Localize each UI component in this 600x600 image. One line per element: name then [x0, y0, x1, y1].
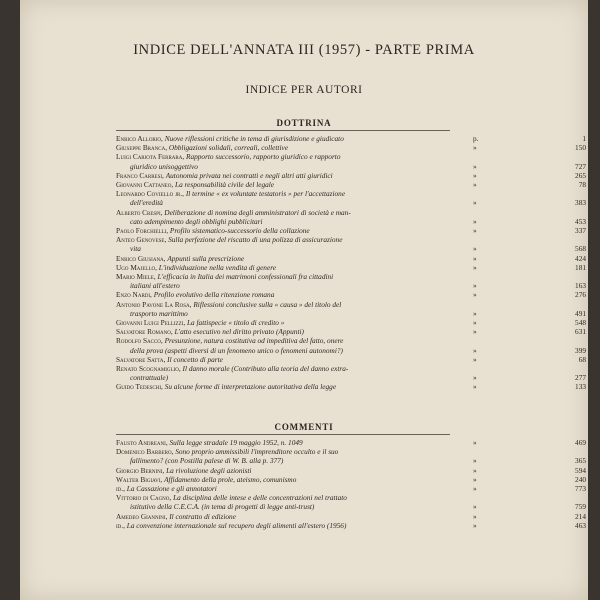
index-entry [116, 364, 586, 382]
entry-page-prefix: » [473, 198, 477, 208]
entry-title: Il concetto di parte [167, 354, 223, 364]
entry-author: Salvatore Satta, [116, 354, 166, 364]
index-entry [116, 382, 586, 391]
entry-first-line [116, 235, 546, 244]
entry-author: Luigi Cariota Ferrara, [116, 152, 185, 162]
entry-title: Su alcune forme di interpretazione autoritativa della legge [164, 382, 337, 392]
index-entry [116, 134, 586, 143]
entry-author: Mario Miele, [116, 272, 156, 282]
entry-author: Antonio Pavone La Rosa, [116, 299, 192, 309]
index-entry [116, 171, 586, 180]
entry-title-continued: vita [130, 244, 141, 254]
entry-title: Sulla perfezione del riscatto di una polizza di assicurazione [168, 235, 343, 245]
entry-page-number: 631 [575, 327, 586, 337]
entry-title: Profilo sistematico-successorio della collazione [169, 226, 310, 236]
entry-title-continued: giuridico unisoggettivo [130, 161, 198, 171]
entry-author: Fausto Andreani, [116, 438, 168, 447]
entry-page-number: 399 [575, 345, 586, 355]
entry-first-line [116, 263, 546, 272]
entry-first-line [116, 382, 546, 391]
entry-title-continued: dell'eredità [130, 198, 163, 208]
entry-title: La fattispecie « titolo di credito » [186, 318, 285, 328]
entry-first-line [116, 364, 546, 373]
entry-title-continued: italiani all'estero [130, 281, 180, 291]
section-heading-dottrina: DOTTRINA [276, 118, 332, 128]
index-entry [116, 272, 586, 290]
index-entry [116, 235, 586, 253]
dottrina-list [116, 134, 586, 392]
entry-title: L'individuazione nella vendita di genere [158, 262, 277, 272]
index-entry [116, 336, 586, 354]
entry-page-number: 181 [575, 262, 586, 272]
entry-title-continued: contrattuale) [130, 373, 169, 383]
entry-author: Enrico Allorio, [116, 134, 163, 143]
entry-first-line [116, 143, 546, 152]
entry-page-prefix: » [473, 474, 477, 484]
entry-title-continued: trasporto marittimo [130, 308, 188, 318]
entry-page-number: 759 [575, 502, 586, 512]
entry-page-prefix: » [473, 318, 477, 328]
section-rule [116, 434, 450, 435]
entry-first-line [116, 447, 546, 456]
entry-page-prefix: » [473, 327, 477, 337]
entry-title: Profilo evolutivo della ritenzione romana [153, 290, 275, 300]
entry-title-continued: cato adempimento degli obblighi pubblicitari [130, 216, 263, 226]
entry-title: Deliberazione di nomina degli amministratori di società e man- [164, 207, 351, 217]
entry-page-number: 383 [575, 198, 586, 208]
entry-author: Giovanni Cattaneo, [116, 180, 174, 190]
entry-title: Il contratto di edizione [169, 511, 236, 521]
section-heading-commenti: COMMENTI [274, 422, 334, 432]
entry-title: Affidamento della prole, ateismo, comunismo [164, 474, 297, 484]
entry-page-prefix: » [473, 308, 477, 318]
entry-first-line [116, 300, 546, 309]
entry-title: Autonomia privata nei contratti e negli altri atti giuridici [165, 170, 333, 180]
entry-title: Sulla legge stradale 19 maggio 1952, n. 1049 [169, 438, 303, 447]
index-entry [116, 143, 586, 152]
entry-first-line [116, 290, 546, 299]
entry-author: Anteo Genovese, [116, 235, 167, 245]
index-entry [116, 189, 586, 207]
entry-page-number: 424 [575, 253, 586, 263]
index-entry [116, 300, 586, 318]
entry-first-line [116, 180, 546, 189]
entry-first-line [116, 493, 546, 502]
entry-title-continued: fallimento? (con Postilla palese di W. B. alla p. 377) [130, 456, 284, 466]
entry-page-number: 337 [575, 226, 586, 236]
entry-title: L'atto esecutivo nel diritto privato (Appunti) [174, 327, 304, 337]
entry-page-prefix: p. [473, 134, 479, 143]
entry-page-prefix: » [473, 438, 477, 447]
entry-page-prefix: » [473, 456, 477, 466]
entry-title: Obbligazioni solidali, correali, collettive [168, 143, 288, 153]
index-entry [116, 180, 586, 189]
entry-first-line [116, 152, 546, 161]
entry-author: Enrico Giusiana, [116, 253, 166, 263]
entry-page-prefix: » [473, 281, 477, 291]
entry-page-prefix: » [473, 161, 477, 171]
entry-title-continued: istitutivo della C.E.C.A. (in tema di progetti di legge anti-trust) [130, 502, 315, 512]
entry-author: Leonardo Coviello jr., [116, 189, 185, 199]
entry-first-line [116, 134, 546, 143]
entry-page-prefix: » [473, 373, 477, 383]
entry-first-line [116, 336, 546, 345]
entry-first-line [116, 208, 546, 217]
entry-first-line [116, 512, 546, 521]
entry-first-line [116, 171, 546, 180]
index-entry [116, 327, 586, 336]
entry-title-continued: della prova (aspetti diversi di un fenomeno unico o fenomeni autonomi?) [130, 345, 343, 355]
index-entry [116, 226, 586, 235]
index-entry [116, 493, 586, 511]
entry-author: Renato Scognamiglio, [116, 364, 181, 374]
entry-author: Franco Carresi, [116, 170, 164, 180]
entry-author: Salvatore Romano, [116, 327, 173, 337]
entry-page-number: 133 [575, 382, 586, 392]
entry-page-prefix: » [473, 502, 477, 512]
entry-title: La disciplina delle intese e delle concentrazioni nel trattato [173, 493, 347, 503]
entry-author: Vittorio di Cagno, [116, 493, 172, 503]
entry-title: La Cassazione e gli annotatori [126, 484, 217, 494]
index-entry [116, 466, 586, 475]
entry-title: Presunzione, natura costitutiva od impeditiva del fatto, onere [164, 336, 344, 346]
entry-first-line [116, 438, 546, 447]
entry-author: Giorgio Bernini, [116, 465, 165, 475]
entry-page-number: 594 [575, 465, 586, 475]
index-page [20, 0, 588, 600]
entry-page-prefix: » [473, 345, 477, 355]
entry-page-number: 463 [575, 520, 586, 530]
entry-first-line [116, 466, 546, 475]
index-entry [116, 290, 586, 299]
entry-page-number: 265 [575, 170, 586, 180]
entry-first-line [116, 318, 546, 327]
entry-page-prefix: » [473, 216, 477, 226]
entry-page-number: 277 [575, 373, 586, 383]
index-entry [116, 254, 586, 263]
entry-title: Riflessioni conclusive sulla « causa » del titolo del [193, 299, 342, 309]
entry-title: La rivoluzione degli azionisti [166, 465, 252, 475]
index-entry [116, 152, 586, 170]
entry-page-number: 548 [575, 318, 586, 328]
page-title: INDICE DELL'ANNATA III (1957) - PARTE PRIMA [133, 42, 475, 58]
entry-title: Il danno morale (Contributo alla teoria del danno extra- [182, 364, 349, 374]
entry-author: Giovanni Luigi Pellizzi, [116, 318, 186, 328]
entry-page-number: 568 [575, 244, 586, 254]
entry-page-prefix: » [473, 143, 477, 153]
entry-title: Nuove riflessioni critiche in tema di giurisdizione e giudicato [164, 134, 344, 143]
entry-title: L'efficacia in Italia dei matrimoni confessionali fra cittadini [157, 272, 334, 282]
entry-author: Ugo Majello, [116, 262, 157, 272]
entry-page-prefix: » [473, 484, 477, 494]
entry-page-number: 491 [575, 308, 586, 318]
entry-page-prefix: » [473, 180, 477, 190]
index-entry [116, 263, 586, 272]
entry-page-prefix: » [473, 253, 477, 263]
index-entry [116, 512, 586, 521]
entry-first-line [116, 226, 546, 235]
entry-page-prefix: » [473, 520, 477, 530]
entry-page-prefix: » [473, 511, 477, 521]
entry-page-number: 68 [578, 354, 586, 364]
entry-page-number: 773 [575, 484, 586, 494]
index-entry [116, 447, 586, 465]
entry-page-number: 1 [582, 134, 586, 143]
entry-author: Guido Tedeschi, [116, 382, 163, 392]
commenti-list [116, 438, 586, 530]
entry-title: La responsabilità civile del legale [175, 180, 275, 190]
entry-first-line [116, 475, 546, 484]
entry-title: Sono proprio ammissibili l'imprenditore occulto e il suo [175, 447, 339, 457]
entry-author: Enzo Nardi, [116, 290, 152, 300]
entry-title: Il termine « ex voluntate testatoris » per l'accettazione [185, 189, 346, 199]
index-entry [116, 318, 586, 327]
entry-author: id., [116, 520, 125, 530]
index-entry [116, 521, 586, 530]
entry-title: Appunti sulla prescrizione [167, 253, 245, 263]
entry-first-line [116, 327, 546, 336]
entry-page-number: 727 [575, 161, 586, 171]
page-subtitle: INDICE PER AUTORI [245, 84, 363, 96]
entry-author: id., [116, 484, 125, 494]
entry-page-prefix: » [473, 382, 477, 392]
entry-author: Walter Bigiavi, [116, 474, 163, 484]
entry-author: Domenico Barbero, [116, 447, 174, 457]
entry-first-line [116, 272, 546, 281]
entry-first-line [116, 521, 546, 530]
entry-page-number: 469 [575, 438, 586, 447]
index-entry [116, 438, 586, 447]
entry-first-line [116, 254, 546, 263]
entry-author: Amedeo Giannini, [116, 511, 168, 521]
entry-author: Giuseppe Branca, [116, 143, 168, 153]
entry-page-number: 276 [575, 290, 586, 300]
index-entry [116, 475, 586, 484]
entry-author: Rodolfo Sacco, [116, 336, 163, 346]
entry-first-line [116, 355, 546, 364]
entry-page-number: 150 [575, 143, 586, 153]
section-rule [116, 130, 450, 131]
entry-page-prefix: » [473, 262, 477, 272]
entry-page-prefix: » [473, 465, 477, 475]
entry-title: Rapporto successorio, rapporto giuridico e rapporto [186, 152, 341, 162]
entry-page-prefix: » [473, 226, 477, 236]
entry-author: Alberto Crespi, [116, 207, 163, 217]
entry-page-prefix: » [473, 170, 477, 180]
entry-page-prefix: » [473, 244, 477, 254]
entry-page-number: 163 [575, 281, 586, 291]
index-entry [116, 208, 586, 226]
entry-author: Paolo Forchielli, [116, 226, 169, 236]
index-entry [116, 355, 586, 364]
entry-page-number: 78 [578, 180, 586, 190]
entry-page-number: 365 [575, 456, 586, 466]
index-entry [116, 484, 586, 493]
entry-page-prefix: » [473, 354, 477, 364]
entry-page-number: 214 [575, 511, 586, 521]
entry-first-line [116, 189, 546, 198]
entry-page-number: 240 [575, 474, 586, 484]
entry-page-prefix: » [473, 290, 477, 300]
entry-title: La convenzione internazionale sul recupero degli alimenti all'estero (1956) [126, 520, 347, 530]
entry-first-line [116, 484, 546, 493]
entry-page-number: 453 [575, 216, 586, 226]
